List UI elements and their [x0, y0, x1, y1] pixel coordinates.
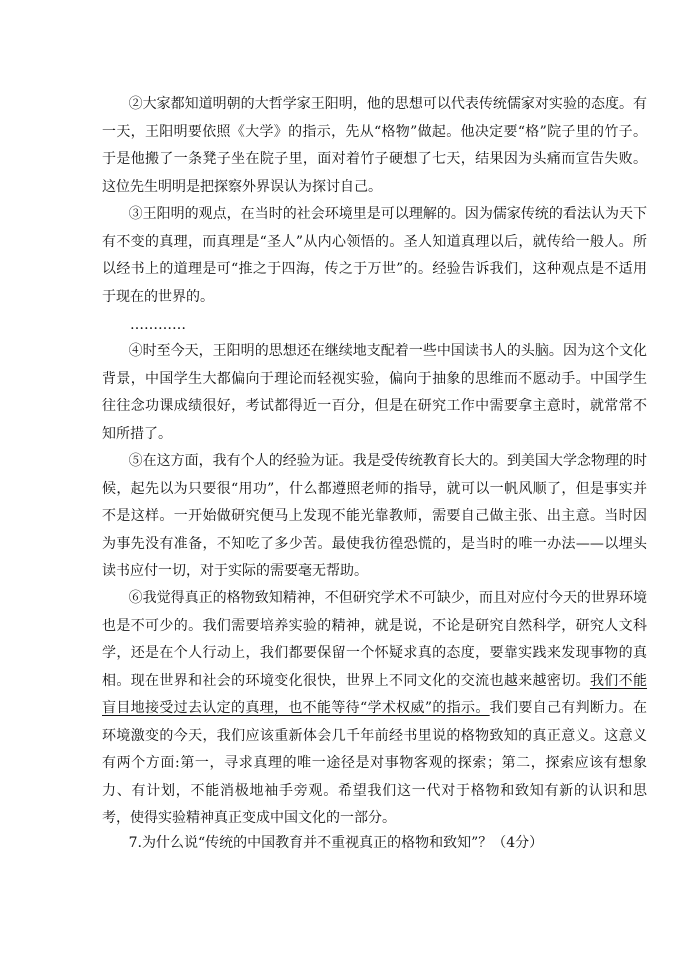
paragraph-2: ②大家都知道明朝的大哲学家王阳明，他的思想可以代表传统儒家对实验的态度。有一天，王阳明要依照《大学》的指示，先从“格物”做起。他决定要“格”院子里的竹子。于是他搬了一条凳子坐在院子里，面对着竹子硬想了七天，结果因为头痛而宣告失败。这位先生明明是把探察外界误认为探讨自己。 [102, 96, 647, 195]
ellipsis-separator: ………… [130, 317, 186, 333]
underlined-sentence: 我们不能盲目地接受过去认定的真理，也不能等待“学术权威”的指示。 [102, 672, 648, 716]
paragraph-6 [102, 585, 647, 833]
paragraph-6-part-b: 我们要自己有判断力。在环境激变的今天，我们应该重新体会几千年前经书里说的格物致知的真正意义。这意义有两个方面:第一，寻求真理的唯一途径是对事物客观的探索；第二，探索应该有想象力、有计划，不能消极地袖手旁观。希望我们这一代对于格物和致知有新的认识和思考，使得实验精神真正变成中国文化的一部分。 [102, 700, 647, 826]
paragraph-6-part-a: ⑥我觉得真正的格物致知精神，不但研究学术不可缺少，而且对应付今天的世界环境也是不可少的。我们需要培养实验的精神，就是说，不论是研究自然科学，研究人文科学，还是在个人行动上，我们都要保留一个怀疑求真的态度，要靠实践来发现事物的真相。现在世界和社会的环境变化很快，世界上不同文化的交流也越来越密切。 [102, 590, 647, 689]
question-7: 7.为什么说“传统的中国教育并不重视真正的格物和致知”？（4分） [128, 835, 544, 851]
paragraph-5: ⑤在这方面，我有个人的经验为证。我是受传统教育长大的。到美国大学念物理的时候，起先以为只要很“用功”，什么都遵照老师的指导，就可以一帆风顺了，但是事实并不是这样。一开始做研究便马上发现不能光靠教师，需要自己做主张、出主意。当时因为事先没有准备，不知吃了多少苦。最使我彷徨恐慌的，是当时的唯一办法——以埋头读书应付一切，对于实际的需要毫无帮助。 [102, 453, 647, 579]
paragraph-3: ③王阳明的观点，在当时的社会环境里是可以理解的。因为儒家传统的看法认为天下有不变的真理，而真理是“圣人”从内心领悟的。圣人知道真理以后，就传给一般人。所以经书上的道理是可“推之于四海，传之于万世”的。经验告诉我们，这种观点是不适用于现在的世界的。 [102, 206, 647, 305]
paragraph-4: ④时至今天，王阳明的思想还在继续地支配着一些中国读书人的头脑。因为这个文化背景，中国学生大都偏向于理论而轻视实验，偏向于抽象的思维而不愿动手。中国学生往往念功课成绩很好，考试都得近一百分，但是在研究工作中需要拿主意时，就常常不知所措了。 [102, 343, 647, 442]
